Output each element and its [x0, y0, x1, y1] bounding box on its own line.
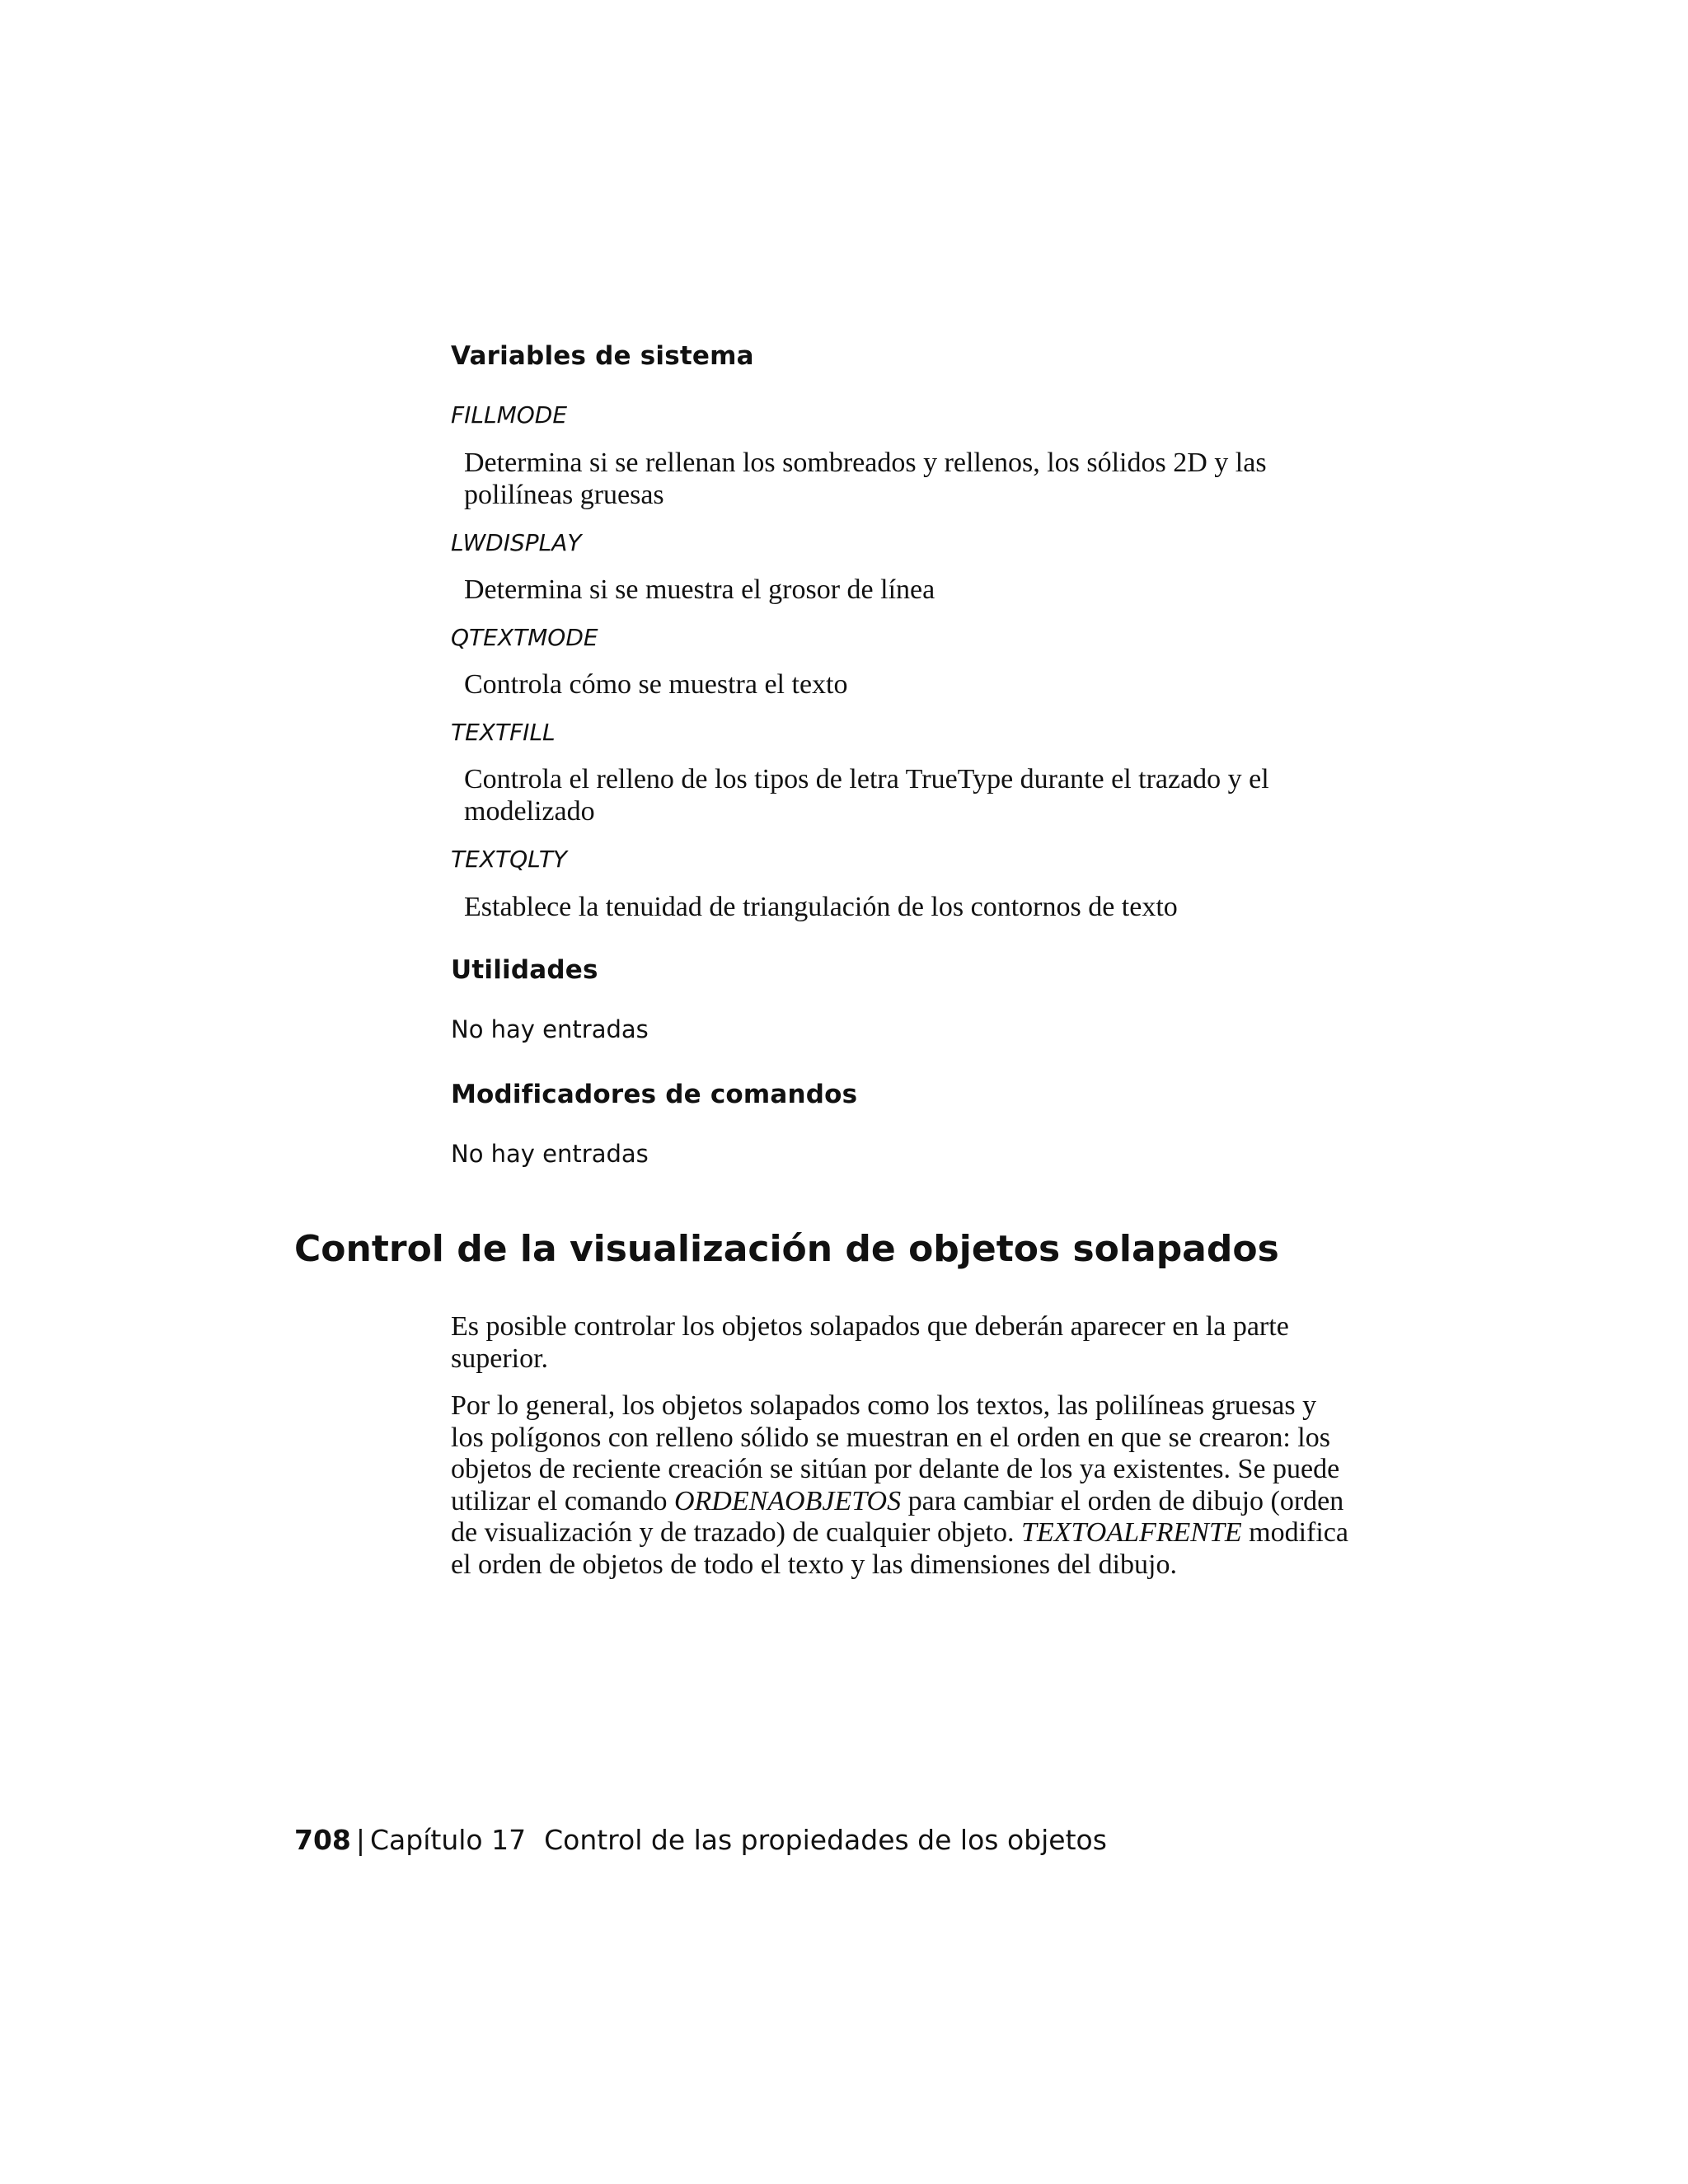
utilities-heading: Utilidades — [451, 955, 598, 985]
command-modifiers-heading: Modificadores de comandos — [451, 1080, 858, 1109]
description-qtextmode: Controla cómo se muestra el texto — [464, 669, 848, 700]
term-lwdisplay: LWDISPLAY — [451, 529, 582, 556]
paragraph-2-text-2: para cambiar el orden de dibujo (orden de visualización y de trazado) de cualquier objeto. — [451, 1485, 1344, 1548]
paragraph-2-text-1: Por lo general, los objetos solapados como los textos, las polilíneas gruesas y los polígonos con relleno sólido se muestran en el orden en que se crearon: los objetos de reciente creación se sitúan por delante de los ya existentes. Se puede utilizar el comando — [451, 1390, 1340, 1516]
description-textfill: Controla el relleno de los tipos de letra TrueType durante el trazado y el modelizado — [464, 764, 1269, 827]
command-modifiers-text: No hay entradas — [451, 1140, 649, 1168]
footer-separator: | — [355, 1824, 366, 1856]
utilities-text: No hay entradas — [451, 1015, 649, 1043]
term-textfill: TEXTFILL — [451, 719, 556, 746]
section-paragraph-1: Es posible controlar los objetos solapados que deberán aparecer en la parte superior. — [451, 1311, 1289, 1374]
chapter-title: Control de las propiedades de los objetos — [544, 1824, 1107, 1856]
system-variables-heading: Variables de sistema — [451, 341, 754, 371]
description-fillmode: Determina si se rellenan los sombreados y rellenos, los sólidos 2D y las polilíneas gruesas — [464, 448, 1267, 510]
page-number: 708 — [294, 1824, 351, 1856]
description-lwdisplay: Determina si se muestra el grosor de línea — [464, 574, 935, 605]
command-ordenaobjetos: ORDENAOBJETOS — [673, 1485, 902, 1516]
page-footer — [294, 1822, 1107, 1858]
description-textqlty: Establece la tenuidad de triangulación de los contornos de texto — [464, 892, 1178, 922]
term-fillmode: FILLMODE — [451, 401, 568, 429]
chapter-label: Capítulo 17 — [370, 1824, 527, 1856]
paragraph-2-text-3: modifica el orden de objetos de todo el texto y las dimensiones del dibujo. — [451, 1517, 1348, 1580]
section-title: Control de la visualización de objetos solapados — [294, 1228, 1279, 1270]
term-textqlty: TEXTQLTY — [451, 846, 568, 873]
command-textoalfrente: TEXTOALFRENTE — [1021, 1517, 1242, 1548]
section-paragraph-2 — [451, 1390, 1349, 1581]
term-qtextmode: QTEXTMODE — [451, 624, 598, 651]
